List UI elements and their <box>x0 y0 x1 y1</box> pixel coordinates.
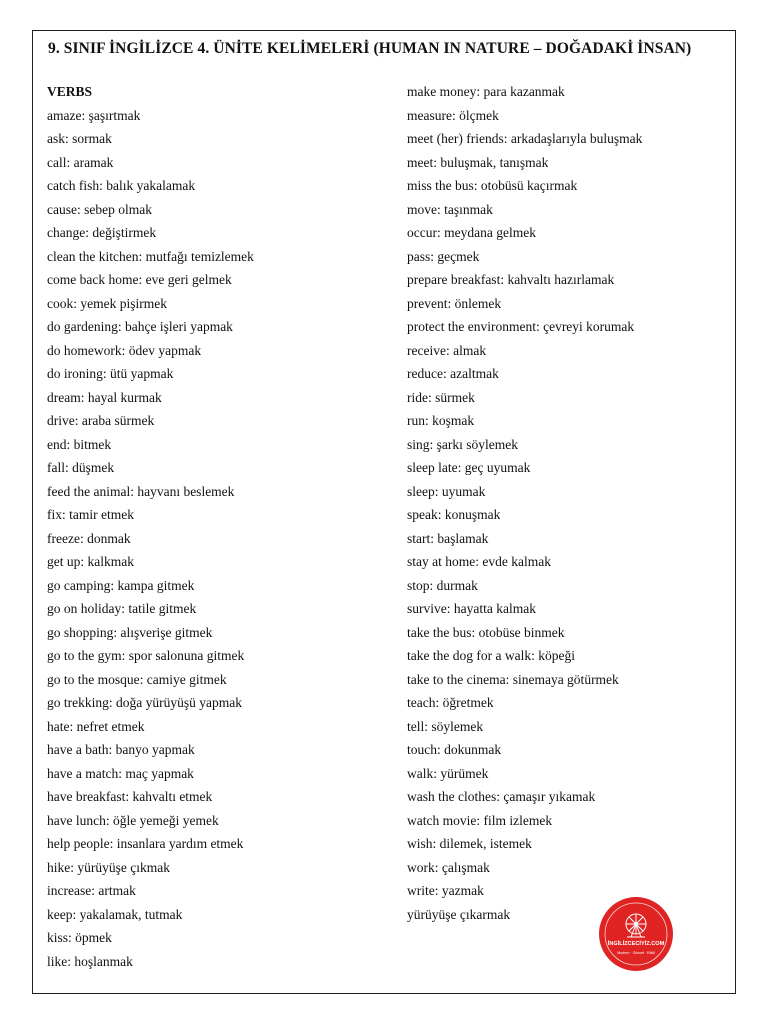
list-item: occur: meydana gelmek <box>407 225 536 240</box>
list-item: go camping: kampa gitmek <box>47 577 195 593</box>
list-item: go on holiday: tatile gitmek <box>47 601 197 616</box>
list-item: do gardening: bahçe işleri yapmak <box>47 319 233 334</box>
list-item: increase: artmak <box>47 883 136 898</box>
list-item: yürüyüşe çıkarmak <box>407 906 511 922</box>
list-item: change: değiştirmek <box>47 225 157 240</box>
list-item: watch movie: film izlemek <box>407 812 553 828</box>
list-item: have a bath: banyo yapmak <box>47 742 195 757</box>
list-item: tell: söylemek <box>407 718 484 734</box>
list-item: run: koşmak <box>407 413 475 428</box>
list-item: like: hoşlanmak <box>47 953 133 969</box>
list-item: cook: yemek pişirmek <box>47 295 167 311</box>
list-item: sleep: uyumak <box>407 483 486 499</box>
list-item: start: başlamak <box>407 530 489 546</box>
list-item: stay at home: evde kalmak <box>407 554 551 569</box>
list-item: make money: para kazanmak <box>407 84 565 99</box>
list-item: dream: hayal kurmak <box>47 389 162 405</box>
list-item: reduce: azaltmak <box>407 366 499 381</box>
list-item: do ironing: ütü yapmak <box>47 366 174 381</box>
list-item: sleep late: geç uyumak <box>407 460 531 475</box>
list-item: help people: insanlara yardım etmek <box>47 836 244 851</box>
list-item: teach: öğretmek <box>407 695 494 710</box>
list-item: have lunch: öğle yemeği yemek <box>47 812 219 828</box>
list-item: ride: sürmek <box>407 389 475 405</box>
list-item: keep: yakalamak, tutmak <box>47 906 183 922</box>
list-item: take the dog for a walk: köpeği <box>407 648 575 663</box>
list-item: work: çalışmak <box>407 859 490 875</box>
list-item: amaze: şaşırtmak <box>47 107 141 123</box>
list-item: miss the bus: otobüsü kaçırmak <box>407 178 578 193</box>
list-item: take the bus: otobüse binmek <box>407 624 565 640</box>
logo-text: İNGİLİZCECİYİZ.COM <box>607 941 665 947</box>
list-item: meet: buluşmak, tanışmak <box>407 154 549 170</box>
list-item: call: aramak <box>47 154 114 170</box>
list-item: wash the clothes: çamaşır yıkamak <box>407 789 596 804</box>
list-item: feed the animal: hayvanı beslemek <box>47 483 235 499</box>
list-item: drive: araba sürmek <box>47 413 155 428</box>
list-item: go to the mosque: camiye gitmek <box>47 671 227 687</box>
list-item: go shopping: alışverişe gitmek <box>47 624 213 640</box>
list-item: walk: yürümek <box>407 765 489 781</box>
list-item: ask: sormak <box>47 131 112 146</box>
list-item: move: taşınmak <box>407 201 493 217</box>
list-item: receive: almak <box>407 342 487 358</box>
list-item: clean the kitchen: mutfağı temizlemek <box>47 248 254 264</box>
list-item: speak: konuşmak <box>407 507 501 522</box>
list-item: fix: tamir etmek <box>47 507 134 522</box>
list-item: go trekking: doğa yürüyüşü yapmak <box>47 695 242 710</box>
list-item: survive: hayatta kalmak <box>407 601 536 616</box>
list-item: prevent: önlemek <box>407 295 502 311</box>
list-item: hate: nefret etmek <box>47 718 145 734</box>
list-item: come back home: eve geri gelmek <box>47 272 232 287</box>
list-item: fall: düşmek <box>47 460 115 475</box>
page-title: 9. SINIF İNGİLİZCE 4. ÜNİTE KELİMELERİ (HUMAN IN NATURE – DOĞADAKİ İNSAN) <box>48 40 692 57</box>
list-item: go to the gym: spor salonuna gitmek <box>47 648 245 663</box>
list-item: stop: durmak <box>407 577 478 593</box>
verb-list-left <box>47 80 254 973</box>
section-heading: VERBS <box>47 84 93 99</box>
list-item: take to the cinema: sinemaya götürmek <box>407 671 619 687</box>
list-item: measure: ölçmek <box>407 107 499 123</box>
list-item: pass: geçmek <box>407 248 480 264</box>
list-item: protect the environment: çevreyi korumak <box>407 319 635 334</box>
list-item: cause: sebep olmak <box>47 201 152 217</box>
list-item: have a match: maç yapmak <box>47 765 194 781</box>
list-item: sing: şarkı söylemek <box>407 436 518 452</box>
list-item: kiss: öpmek <box>47 930 112 945</box>
list-item: end: bitmek <box>47 436 112 452</box>
list-item: hike: yürüyüşe çıkmak <box>47 859 170 875</box>
site-logo <box>598 896 674 972</box>
list-item: get up: kalkmak <box>47 554 134 569</box>
list-item: meet (her) friends: arkadaşlarıyla buluşmak <box>407 131 643 146</box>
logo-tagline: Modern · Güncel · Etkili <box>617 951 655 955</box>
list-item: freeze: donmak <box>47 530 131 546</box>
list-item: touch: dokunmak <box>407 742 502 757</box>
verb-list-right <box>407 80 642 926</box>
list-item: catch fish: balık yakalamak <box>47 178 196 193</box>
list-item: write: yazmak <box>407 883 484 898</box>
list-item: do homework: ödev yapmak <box>47 342 202 358</box>
list-item: prepare breakfast: kahvaltı hazırlamak <box>407 272 615 287</box>
list-item: wish: dilemek, istemek <box>407 836 532 851</box>
list-item: have breakfast: kahvaltı etmek <box>47 789 213 804</box>
